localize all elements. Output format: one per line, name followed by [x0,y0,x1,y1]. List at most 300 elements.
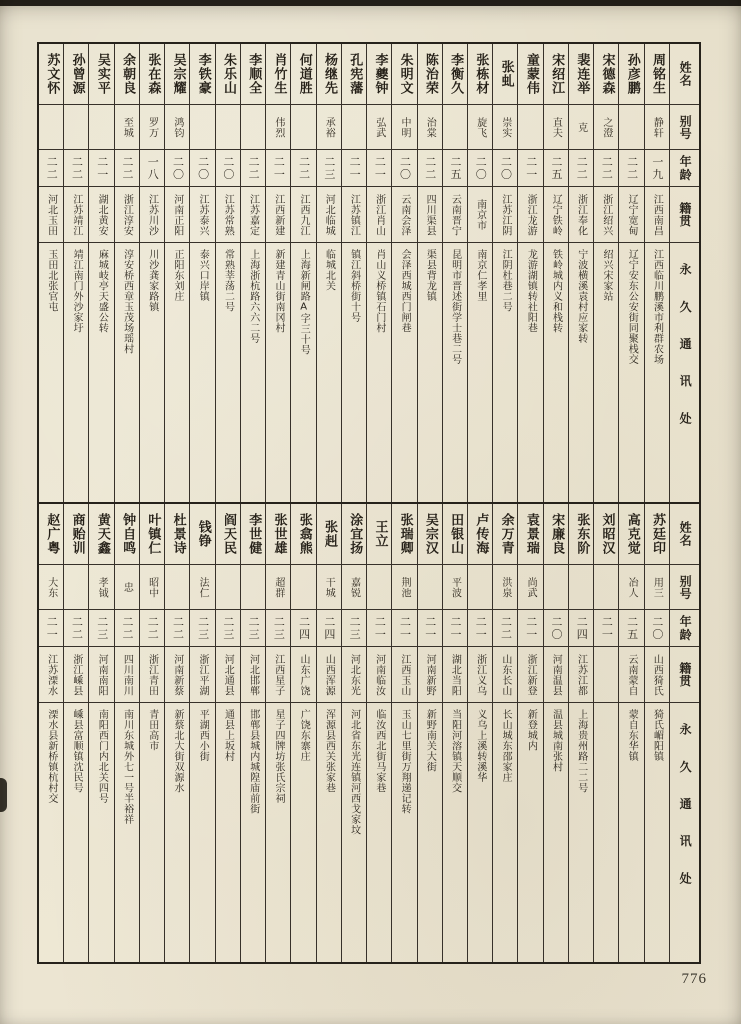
person-native-place-cell [115,187,139,243]
person-age-cell [468,610,492,647]
person-byname-cell [89,565,113,610]
person-column [568,504,593,962]
person-native-place: 云南晋宁 [449,193,461,236]
person-address: 玉田北张官屯 [45,249,57,312]
person-address-cell [165,243,189,502]
person-address-cell [317,243,341,502]
person-native-place: 南京市 [474,198,486,231]
person-name: 周铭生 [650,53,666,95]
person-age-cell [190,150,214,187]
row-header-age-cell [670,610,699,647]
person-name-cell [569,504,593,565]
person-name-cell [241,504,265,565]
person-native-place-cell [493,187,517,243]
person-age-cell [216,150,240,187]
person-column [164,504,189,962]
person-age: 二一 [524,615,538,641]
person-native-place: 山东广饶 [297,653,309,696]
person-name: 余朝良 [120,53,136,95]
person-name-cell [140,504,164,565]
person-native-place-cell [645,187,669,243]
row-header-age-cell [670,150,699,187]
person-name: 宋绍江 [549,53,565,95]
person-address-cell [468,703,492,962]
person-address: 江阴杜巷二号 [500,249,512,312]
person-address-cell [64,703,88,962]
person-name-cell [241,44,265,105]
row-header-name-cell [670,504,699,565]
person-address-cell [190,243,214,502]
person-age: 二一 [474,615,488,641]
row-header-age-label: 年龄 [678,614,693,642]
person-byname-cell [39,565,63,610]
person-name: 朱乐山 [221,53,237,95]
person-name-cell [392,504,416,565]
person-native-place: 云南会泽 [398,193,410,236]
person-native-place-cell [89,647,113,703]
person-age-cell [115,610,139,647]
person-name-cell [544,44,568,105]
person-byname-cell [569,565,593,610]
person-byname: 洪泉 [499,576,511,598]
person-native-place-cell [115,647,139,703]
person-byname-cell [317,565,341,610]
scan-edge-artifact-left [0,778,7,812]
person-column [215,504,240,962]
person-address: 溧水县新桥镇杭村交 [45,709,57,804]
person-name-cell [266,504,290,565]
person-native-place: 江苏镇江 [348,193,360,236]
person-name: 吴实平 [94,53,110,95]
person-name: 袁景瑞 [523,513,539,555]
person-byname-cell [493,565,517,610]
person-name-cell [518,504,542,565]
person-native-place-cell [443,187,467,243]
person-byname: 罗万 [146,116,158,138]
person-age-cell [291,150,315,187]
person-address-cell [443,703,467,962]
person-age-cell [518,150,542,187]
person-column [391,504,416,962]
person-native-place: 河北临城 [323,193,335,236]
person-byname-cell [190,565,214,610]
person-byname: 孝钺 [96,576,108,598]
person-byname: 冶人 [626,576,638,598]
row-header-native-label: 籍贯 [677,662,692,687]
person-native-place: 江西九江 [297,193,309,236]
person-name: 张在森 [145,53,161,95]
person-address: 临汝西北街马家巷 [373,709,385,793]
person-address: 新建青山街南冈村 [272,249,284,333]
person-address: 青田高市 [146,709,158,751]
person-address: 正阳东刘庄 [172,249,184,302]
person-name-cell [216,44,240,105]
person-native-place: 河北玉田 [45,193,57,236]
person-byname: 直夫 [550,116,562,138]
person-name: 苏廷印 [650,513,666,555]
person-byname-cell [190,105,214,150]
person-native-place: 河南正阳 [171,193,183,236]
person-age: 二二 [120,615,134,641]
person-name-cell [190,44,214,105]
person-name: 张赳 [321,520,337,548]
person-address: 玉山七里街万翔递记转 [399,709,411,814]
person-name-cell [569,44,593,105]
person-native-place: 四川南川 [121,653,133,696]
person-age: 二四 [297,615,311,641]
person-native-place: 河南温县 [550,653,562,696]
person-native-place: 辽宁铁岭 [550,193,562,236]
person-address: 会泽西城西门闸巷 [399,249,411,333]
person-column [164,44,189,502]
person-column [88,44,113,502]
person-age: 二二 [120,155,134,181]
person-address: 泰兴口岸镇 [197,249,209,302]
person-address: 江西临川鹏溪市利群农场 [651,249,663,365]
person-byname-cell [418,105,442,150]
person-byname: 尚武 [525,576,537,598]
person-native-place-cell [64,187,88,243]
person-column [644,44,669,502]
person-column [593,44,618,502]
person-age-cell [619,150,643,187]
person-byname-cell [342,565,366,610]
person-age: 二〇 [221,155,235,181]
person-age-cell [190,610,214,647]
person-name-cell [317,44,341,105]
person-name-cell [619,504,643,565]
person-native-place: 河北通县 [222,653,234,696]
person-native-place-cell [342,647,366,703]
person-native-place-cell [392,187,416,243]
person-native-place: 江苏常熟 [222,193,234,236]
person-byname-cell [317,105,341,150]
person-address: 镇江斜桥街十号 [348,249,360,323]
table-section-bottom [39,502,699,962]
person-name-cell [418,504,442,565]
person-byname: 治棠 [424,116,436,138]
person-name: 孙彦鹏 [624,53,640,95]
person-name: 孔宪藩 [347,53,363,95]
person-age: 一九 [650,155,664,181]
person-address: 平湖西小街 [197,709,209,762]
person-address-cell [89,703,113,962]
person-native-place-cell [468,647,492,703]
person-native-place-cell [392,647,416,703]
person-address-cell [594,243,618,502]
person-address: 常熟莘荡二号 [222,249,234,312]
person-name: 苏文怀 [44,53,60,95]
person-name: 李铁豪 [195,53,211,95]
person-native-place: 江西玉山 [398,653,410,696]
person-native-place: 山西猗氏 [651,653,663,696]
person-age-cell [266,610,290,647]
person-native-place: 江苏靖江 [70,193,82,236]
person-byname-cell [544,105,568,150]
person-column [341,44,366,502]
person-age: 二五 [449,155,463,181]
person-address: 温县城南张村 [550,709,562,772]
person-age-cell [140,150,164,187]
person-age: 二一 [95,155,109,181]
person-name-cell [468,504,492,565]
person-name-cell [291,504,315,565]
person-age: 二一 [45,615,59,641]
person-native-place-cell [544,187,568,243]
person-native-place: 浙江青田 [146,653,158,696]
person-address: 嵊县富顺镇沈民号 [71,709,83,793]
person-name-cell [64,504,88,565]
person-native-place-cell [165,647,189,703]
person-name-cell [418,44,442,105]
person-name-cell [165,504,189,565]
person-age-cell [342,150,366,187]
person-name-cell [39,44,63,105]
person-column [290,504,315,962]
row-header-native-label: 籍贯 [677,202,692,227]
row-header-age-label: 年龄 [678,154,693,182]
person-age: 二二 [70,615,84,641]
person-column [88,504,113,962]
person-native-place: 江西南昌 [651,193,663,236]
person-native-place: 辽宁宽甸 [626,193,637,236]
person-column [240,44,265,502]
person-age-cell [569,610,593,647]
person-byname-cell [266,565,290,610]
person-age: 二三 [247,615,261,641]
person-byname-cell [645,105,669,150]
person-native-place-cell [266,187,290,243]
person-native-place-cell [140,647,164,703]
person-column [215,44,240,502]
person-name-cell [645,504,669,565]
person-byname: 荆池 [398,576,410,598]
person-address-cell [241,243,265,502]
person-column [189,504,214,962]
person-address-cell [342,703,366,962]
person-age-cell [493,150,517,187]
person-native-place-cell [418,187,442,243]
person-age-cell [594,610,618,647]
person-name: 朱明文 [397,53,413,95]
person-address-cell [518,243,542,502]
row-header-address-label: 永久通讯处 [678,723,693,910]
person-native-place-cell [291,647,315,703]
person-byname-cell [468,565,492,610]
person-age: 二三 [196,615,210,641]
person-name: 黄天鑫 [94,513,110,555]
person-native-place-cell [443,647,467,703]
person-age-cell [216,610,240,647]
person-age: 二三 [221,615,235,641]
person-address-cell [140,703,164,962]
person-age-cell [64,150,88,187]
person-name: 阎天民 [221,513,237,555]
person-address-cell [392,243,416,502]
person-column [366,44,391,502]
person-name-cell [165,44,189,105]
person-name: 商贻训 [69,513,85,555]
person-name-cell [266,44,290,105]
person-name-cell [317,504,341,565]
person-native-place-cell [216,647,240,703]
person-native-place: 江苏泰兴 [197,193,209,236]
person-byname: 大东 [45,576,57,598]
person-column [63,44,88,502]
person-byname-cell [569,105,593,150]
person-age-cell [342,610,366,647]
person-address: 蒙自东华镇 [626,709,638,762]
person-address: 邯郸县城内城隍庙前街 [247,709,259,814]
person-byname-cell [216,565,240,610]
person-name-cell [291,44,315,105]
person-native-place-cell [594,647,618,703]
person-byname: 中明 [398,116,410,138]
person-native-place-cell [544,647,568,703]
person-age-cell [392,610,416,647]
person-name: 卢传海 [473,513,489,555]
person-address: 辽宁安东公安街同聚栈交 [626,249,638,365]
person-address: 长山城东邵家庄 [500,709,512,783]
person-age: 二〇 [474,155,488,181]
row-header-byname-cell [670,105,699,150]
person-name-cell [518,44,542,105]
person-age: 二〇 [196,155,210,181]
person-byname: 忠 [121,581,133,593]
person-column [39,44,63,502]
person-byname-cell [291,105,315,150]
person-byname-cell [493,105,517,150]
person-name-cell [594,44,618,105]
person-name-cell [367,44,391,105]
person-address-cell [140,243,164,502]
person-name-cell [619,44,643,105]
person-name: 张瑞卿 [397,513,413,555]
person-name: 田银山 [448,513,464,555]
person-byname-cell [115,105,139,150]
person-address: 川沙龚家路镇 [146,249,158,312]
person-name: 宋廉良 [549,513,565,555]
person-name-cell [89,504,113,565]
person-byname-cell [216,105,240,150]
person-age-cell [317,150,341,187]
person-native-place-cell [241,647,265,703]
person-address-cell [544,243,568,502]
person-age: 二四 [575,615,589,641]
person-native-place: 浙江绍兴 [600,193,612,236]
row-header-address-cell [670,703,699,962]
person-column [618,44,643,502]
person-name: 李顺全 [246,53,262,95]
person-address: 上海浙杭路六六二号 [247,249,259,344]
person-native-place: 浙江嵊县 [70,653,82,696]
person-column [467,504,492,962]
person-age: 二三 [322,155,336,181]
person-byname: 法仁 [197,576,209,598]
person-name-cell [443,44,467,105]
person-byname: 之澄 [600,116,612,138]
person-byname-cell [241,105,265,150]
person-byname: 平波 [449,576,461,598]
row-header-name-label: 姓名 [678,521,693,547]
person-age-cell [594,150,618,187]
person-byname-cell [594,105,618,150]
person-age-cell [165,610,189,647]
row-header-byname-cell [670,565,699,610]
person-native-place: 浙江淳安 [121,193,133,236]
person-native-place: 江苏川沙 [146,193,158,236]
person-name: 陈治荣 [422,53,438,95]
person-age-cell [291,610,315,647]
person-native-place-cell [518,187,542,243]
person-native-place-cell [594,187,618,243]
person-address: 当阳河溶镇天顺交 [449,709,461,793]
person-native-place: 江苏江都 [575,653,587,696]
person-age-cell [64,610,88,647]
person-age-cell [418,150,442,187]
person-name-cell [544,504,568,565]
person-address: 淳安桥西章玉茂场瑶村 [121,249,133,354]
person-byname: 伟烈 [272,116,284,138]
person-native-place-cell [418,647,442,703]
person-column [517,504,542,962]
person-native-place-cell [367,187,391,243]
person-native-place: 江苏嘉定 [247,193,259,236]
person-column [189,44,214,502]
person-name-cell [115,504,139,565]
person-address: 铁岭城内义和栈转 [550,249,562,333]
person-address-cell [266,703,290,962]
person-age: 二三 [348,615,362,641]
person-age-cell [493,610,517,647]
person-address-cell [190,703,214,962]
person-address-cell [165,703,189,962]
person-native-place-cell [619,187,643,243]
person-age: 二〇 [650,615,664,641]
person-name: 李世健 [246,513,262,555]
person-address-cell [115,703,139,962]
person-address-cell [569,703,593,962]
person-native-place: 江苏江阴 [499,193,511,236]
person-name: 杨继先 [321,53,337,95]
person-name: 赵广粤 [44,513,60,555]
person-byname-cell [619,105,643,150]
person-age-cell [619,610,643,647]
person-age-cell [544,150,568,187]
person-address-cell [443,243,467,502]
person-column [593,504,618,962]
person-column [290,44,315,502]
person-name: 钱铮 [195,520,211,548]
person-address: 靖江南门外沙家圩 [71,249,83,333]
person-byname-cell [140,565,164,610]
person-column [265,504,290,962]
person-column [467,44,492,502]
person-byname: 超群 [272,576,284,598]
person-address-cell [645,703,669,962]
scan-edge-artifact-top [0,0,741,6]
person-age: 二一 [600,615,614,641]
row-header-native-cell [670,647,699,703]
person-age-cell [140,610,164,647]
person-native-place: 浙江奉化 [575,193,587,236]
person-column [39,504,63,962]
person-native-place-cell [216,187,240,243]
person-name: 张东阶 [574,513,590,555]
person-byname: 崇实 [499,116,511,138]
person-native-place-cell [569,187,593,243]
person-native-place-cell [342,187,366,243]
